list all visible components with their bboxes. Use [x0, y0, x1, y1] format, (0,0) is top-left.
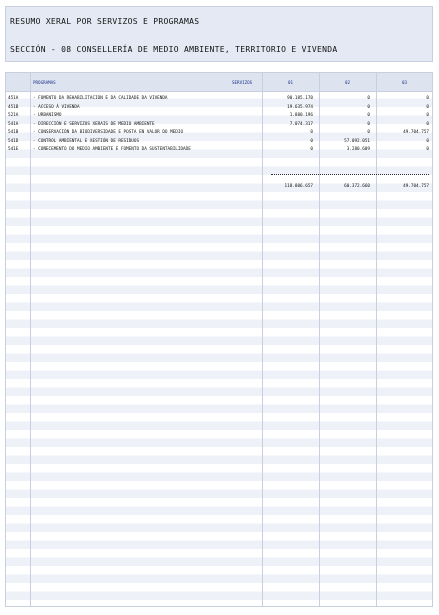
value-03: 0 — [426, 104, 429, 110]
program-description: - CONSERVACIÓN DA BIODIVERSIDADE E POSTA EN VALOR DO MEDIO — [33, 130, 184, 135]
table-row — [6, 138, 432, 146]
program-code: 541D — [8, 138, 19, 144]
program-description: - FOMENTO DA REHABILITACIÓN E DA CALIDADE DA VIVENDA — [33, 96, 168, 101]
header-programas: PROGRAMAS — [33, 80, 56, 85]
value-02: 0 — [367, 121, 370, 127]
value-03: 0 — [426, 138, 429, 144]
header-col-01: 01 — [288, 80, 294, 85]
table-row — [6, 129, 432, 137]
table-row — [6, 121, 432, 129]
summary-table — [5, 72, 433, 607]
header-col-02: 02 — [345, 80, 351, 85]
table-row — [6, 104, 432, 112]
value-03: 49.704.757 — [403, 130, 429, 135]
program-description: - ACCESO Á VIVENDA — [33, 104, 80, 110]
program-code: 451A — [8, 96, 19, 101]
program-code: 541A — [8, 121, 19, 127]
program-description: - URBANISMO — [33, 113, 62, 118]
value-01: 90.185.170 — [287, 96, 313, 101]
value-02: 3.280.609 — [346, 147, 370, 152]
value-01: 1.880.196 — [289, 113, 313, 118]
value-03: 0 — [426, 121, 429, 127]
table-row — [6, 112, 432, 120]
value-02: 0 — [367, 130, 370, 135]
value-01: 0 — [310, 147, 313, 152]
header-servizos: SERVIZOS — [232, 80, 253, 85]
table-row — [6, 146, 432, 154]
value-01: 19.635.974 — [287, 104, 313, 110]
totals-row — [6, 183, 432, 191]
value-01: 0 — [310, 138, 313, 144]
table-header — [6, 73, 432, 92]
value-03: 0 — [426, 147, 429, 152]
table-row — [6, 95, 432, 103]
program-code: 541E — [8, 147, 19, 152]
total-03: 49.704.757 — [403, 184, 429, 189]
value-02: 57.092.051 — [344, 138, 370, 144]
report-title: RESUMO XERAL POR SERVIZOS E PROGRAMAS — [10, 17, 200, 26]
total-01: 118.806.657 — [284, 184, 313, 189]
program-description: - CONTROL AMBIENTAL E XESTIÓN DE RESIDUOS — [33, 138, 140, 144]
value-02: 0 — [367, 104, 370, 110]
value-01: 7.074.317 — [289, 121, 313, 127]
value-02: 0 — [367, 113, 370, 118]
header-col-03: 03 — [402, 80, 408, 85]
program-code: 521A — [8, 113, 19, 118]
total-02: 60.372.660 — [344, 184, 370, 189]
value-03: 0 — [426, 96, 429, 101]
value-02: 0 — [367, 96, 370, 101]
value-01: 0 — [310, 130, 313, 135]
totals-separator — [271, 174, 429, 175]
value-03: 0 — [426, 113, 429, 118]
program-description: - DIRECCIÓN E SERVIZOS XERAIS DE MEDIO AMBIENTE — [33, 121, 155, 127]
program-code: 541B — [8, 130, 19, 135]
section-title: SECCIÓN - 08 CONSELLERÍA DE MEDIO AMBIENTE, TERRITORIO E VIVENDA — [10, 45, 338, 54]
program-code: 451B — [8, 104, 19, 110]
report-header — [5, 6, 433, 62]
program-description: - COÑECEMENTO DO MEDIO AMBIENTE E FOMENTO DA SUSTENTABILIDADE — [33, 147, 191, 152]
